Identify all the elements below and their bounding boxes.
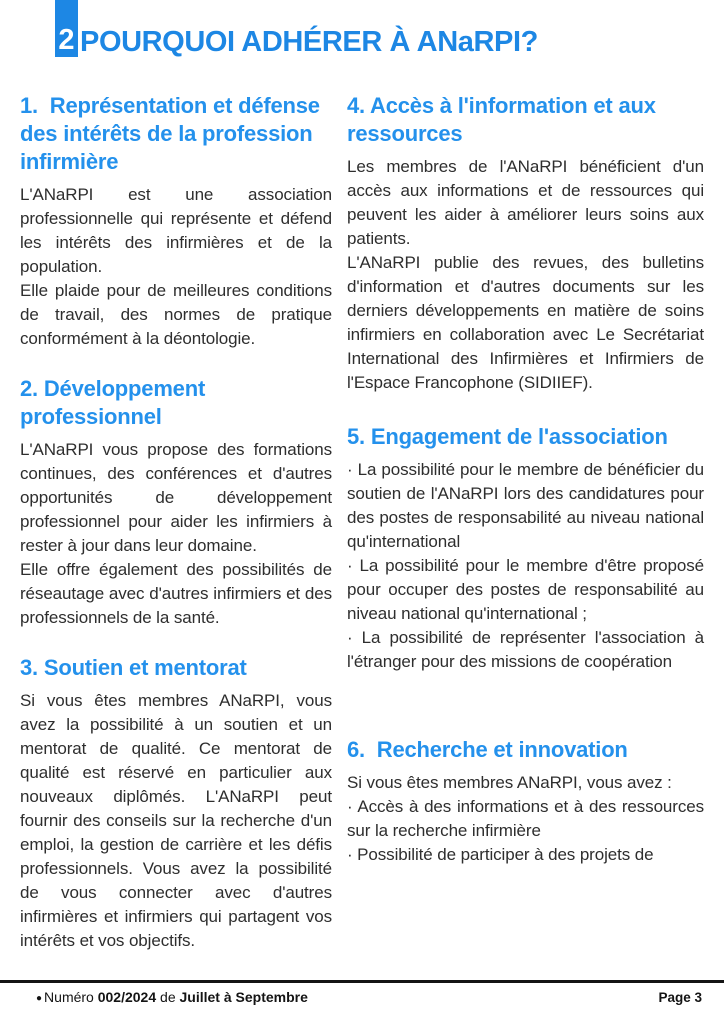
section-6-bullet-2: · Possibilité de participer à des projets de (347, 845, 654, 864)
section-5-heading: 5. Engagement de l'association (347, 424, 668, 449)
section-6-bullet-1: · Accès à des informations et à des ressources sur la recherche infirmière (347, 797, 704, 840)
issue-period: Juillet à Septembre (179, 989, 308, 1005)
issue-connector: de (160, 989, 176, 1005)
section-4-paragraph-2: L'ANaRPI publie des revues, des bulletins d'information et d'autres documents sur les derniers développements en matière de soins infirmiers en collaboration avec Le Secrétariat International des Infirmières et Infirmiers de l'Espace Francophone (SIDIIEF). (347, 253, 704, 392)
section-1-paragraph-1: L'ANaRPI est une association professionnelle qui représente et défend les intérêts des infirmières et de la population. (20, 185, 332, 276)
footer (36, 989, 702, 1005)
section-5-bullet-2: · La possibilité pour le membre d'être proposé pour occuper des postes de responsabilité au niveau national qu'international ; (347, 556, 704, 623)
section-4-heading: 4. Accès à l'information et aux ressources (347, 93, 662, 146)
section-3-soutien (20, 654, 332, 953)
section-1-representation (20, 92, 332, 351)
footer-rule (0, 980, 724, 983)
section-6-paragraph-1: Si vous êtes membres ANaRPI, vous avez : (347, 773, 672, 792)
section-2-paragraph-1: L'ANaRPI vous propose des formations continues, des conférences et d'autres opportunités de développement professionnel pour aider les infirmiers à rester à jour dans leur domaine. (20, 440, 332, 555)
section-1-heading: 1. Représentation et défense des intérêts de la profession infirmière (20, 93, 326, 174)
section-2-heading: 2. Développement professionnel (20, 376, 212, 429)
section-4-acces-information (347, 92, 704, 395)
two-column-body (20, 92, 704, 977)
section-6-recherche (347, 736, 704, 867)
bullet-dot-icon: ● (36, 993, 43, 1004)
section-5-engagement (347, 423, 704, 674)
section-4-paragraph-1: Les membres de l'ANaRPI bénéficient d'un accès aux informations et de ressources qui peuvent les aider à améliorer leurs soins aux patients. (347, 157, 704, 248)
page-title: POURQUOI ADHÉRER À ANaRPI? (80, 26, 538, 58)
section-3-heading: 3. Soutien et mentorat (20, 655, 247, 680)
left-column (20, 92, 332, 977)
right-column (347, 92, 704, 977)
section-5-bullet-3: · La possibilité de représenter l'association à l'étranger pour des missions de coopération (347, 628, 704, 671)
issue-info (36, 989, 308, 1005)
section-5-bullet-1: · La possibilité pour le membre de bénéficier du soutien de l'ANaRPI lors des candidatures pour des postes de responsabilité au niveau national qu'international (347, 460, 704, 551)
issue-number: 002/2024 (97, 989, 157, 1005)
section-1-paragraph-2: Elle plaide pour de meilleures conditions de travail, des normes de pratique conformément à la déontologie. (20, 281, 332, 348)
section-2-paragraph-2: Elle offre également des possibilités de réseautage avec d'autres infirmiers et des professionnels de la santé. (20, 560, 332, 627)
issue-prefix: Numéro (44, 989, 94, 1005)
section-6-heading: 6. Recherche et innovation (347, 737, 628, 762)
section-3-paragraph-1: Si vous êtes membres ANaRPI, vous avez la possibilité à un soutien et un mentorat de qualité. Ce mentorat de qualité est réservé en particulier aux nouveaux diplômés. L'ANaRPI peut fournir des conseils sur la recherche d'un emploi, la gestion de carrière et les défis professionnels. Vous avez la possibilité de vous connecter avec d'autres infirmières et infirmiers qui partagent vos intérêts et vos objectifs. (20, 691, 332, 950)
section-2-developpement (20, 375, 332, 630)
chapter-number-badge: 2 (55, 0, 78, 57)
page-number: Page 3 (658, 990, 702, 1005)
